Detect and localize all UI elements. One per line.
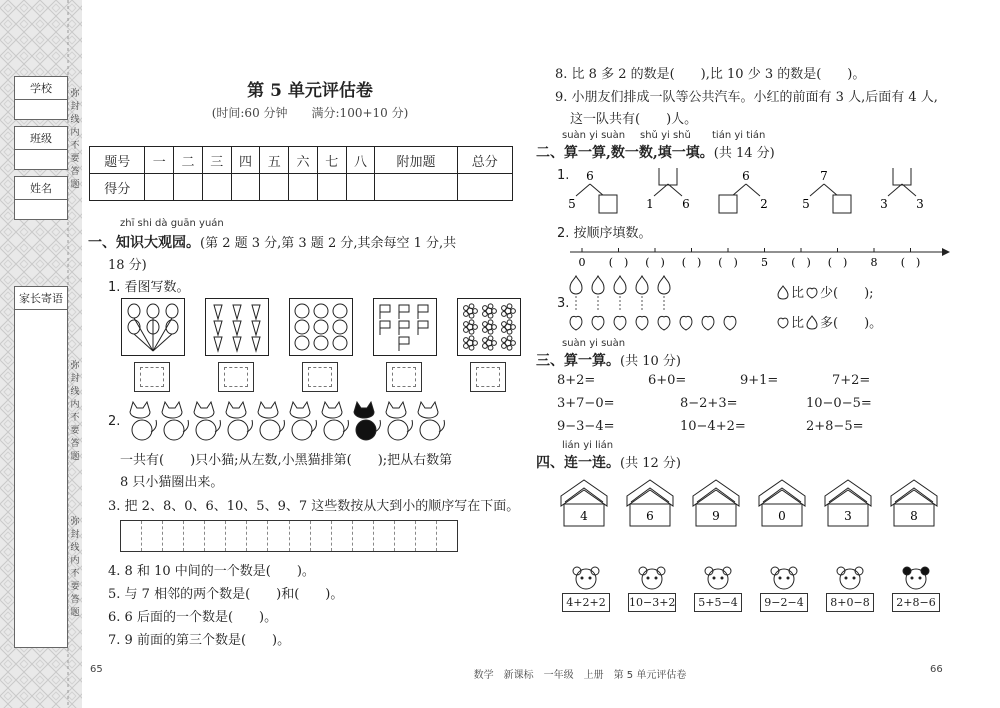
grid-cell: [268, 521, 289, 551]
grid-cell: [374, 521, 395, 551]
bond-answer-box[interactable]: [893, 168, 911, 185]
q9-line2: 这一队共有( )人。: [570, 112, 698, 127]
house-number: 8: [910, 509, 918, 523]
calculation-item[interactable]: 10−4+2=: [680, 419, 746, 434]
pear-icon: [614, 276, 626, 294]
calculation-item[interactable]: 8+2=: [557, 373, 596, 388]
score-input-cell[interactable]: [457, 174, 512, 201]
peach-icon: [592, 316, 604, 330]
expression-card[interactable]: 2+8−6: [892, 593, 940, 612]
score-table-score-row: [90, 174, 513, 201]
section4-score: (共 12 分): [620, 456, 681, 471]
number-line-label[interactable]: ( ): [827, 256, 848, 269]
bond-number: 5: [568, 197, 576, 211]
grid-cell: [353, 521, 374, 551]
bond-answer-box[interactable]: [719, 195, 737, 213]
number-line-label[interactable]: ( ): [900, 256, 921, 269]
grid-cell: [437, 521, 457, 551]
pear-icon: [636, 276, 648, 294]
class-field[interactable]: [14, 126, 68, 170]
q1-answer-box[interactable]: [470, 362, 506, 392]
number-line-label: 8: [870, 256, 878, 269]
seal-text-middle: 弥封线内不要答题: [70, 361, 80, 462]
bond-number: 7: [820, 169, 828, 183]
section2-pinyin-3: tián yi tián: [712, 130, 766, 141]
page-title: 第 5 单元评估卷: [247, 81, 373, 101]
number-bond: [802, 169, 851, 213]
q1-answer-box[interactable]: [302, 362, 338, 392]
monkey-icon: [830, 564, 870, 592]
q2-line1: 一共有( )只小猫;从左数,小黑猫排第( );把从右数第: [120, 453, 453, 468]
page-number-right: 66: [930, 664, 943, 675]
answer-box-guide: [392, 367, 416, 387]
score-row-label: 得分: [90, 174, 145, 201]
grid-cell: [121, 521, 142, 551]
house-icon[interactable]: [687, 476, 745, 530]
compare2-word: 比: [791, 316, 805, 331]
grid-cell: [163, 521, 184, 551]
number-bond: [880, 168, 924, 211]
school-field[interactable]: [14, 76, 68, 120]
footer-center: 数学 新课标 一年级 上册 第 5 单元评估卷: [473, 670, 687, 681]
grid-cell: [184, 521, 205, 551]
score-input-cell[interactable]: [375, 174, 457, 201]
score-cell: 三: [202, 147, 231, 174]
parent-comment-field[interactable]: [14, 286, 68, 648]
cat-icon: [418, 402, 444, 440]
cat-icon: [322, 402, 348, 440]
section3-score: (共 10 分): [620, 354, 681, 369]
number-bond: [568, 169, 617, 213]
name-label: 姓名: [15, 177, 67, 200]
cat-icon: [258, 402, 284, 440]
section1-heading: 一、知识大观园。: [88, 235, 200, 251]
score-input-cell[interactable]: [174, 174, 203, 201]
calculation-item[interactable]: 3+7−0=: [557, 396, 615, 411]
score-input-cell[interactable]: [231, 174, 260, 201]
peach-icon: [658, 316, 670, 330]
score-input-cell[interactable]: [202, 174, 231, 201]
s2-q2-text: 2. 按顺序填数。: [557, 226, 652, 241]
bond-answer-box[interactable]: [599, 195, 617, 213]
peach-icon: [614, 316, 626, 330]
house-number: 4: [580, 509, 588, 523]
expression-card[interactable]: 9−2−4: [760, 593, 808, 612]
number-bond-trees: [560, 168, 940, 218]
number-line-label[interactable]: ( ): [681, 256, 702, 269]
class-label: 班级: [15, 127, 67, 150]
house-number: 3: [844, 509, 852, 523]
expression-card[interactable]: 10−3+2: [628, 593, 676, 612]
calculation-item[interactable]: 10−0−5=: [806, 396, 872, 411]
score-cell: 五: [260, 147, 289, 174]
peach-icon: [570, 316, 582, 330]
compare1-tail: 少( );: [820, 286, 874, 301]
score-cell: 八: [346, 147, 375, 174]
pear-icon: [658, 276, 670, 294]
score-cell: 六: [289, 147, 318, 174]
bond-number: 6: [742, 169, 750, 183]
q1-answer-box[interactable]: [386, 362, 422, 392]
section1-pinyin: zhī shi dà guān yuán: [120, 218, 224, 229]
number-line-label: 0: [578, 256, 586, 269]
score-input-cell[interactable]: [289, 174, 318, 201]
expression-card[interactable]: 4+2+2: [562, 593, 610, 612]
q1-answer-box[interactable]: [134, 362, 170, 392]
number-line-label[interactable]: ( ): [718, 256, 738, 269]
number-line: [560, 248, 950, 270]
dog-icon: [566, 564, 606, 592]
house-icon[interactable]: [621, 476, 679, 530]
number-line-label: 5: [761, 256, 768, 269]
flags-icon: [373, 298, 437, 356]
section2-heading: 二、算一算,数一数,填一填。: [536, 145, 714, 161]
grid-cell: [332, 521, 353, 551]
q7-text: 7. 9 前面的第三个数是( )。: [108, 633, 291, 648]
pear-icon: [592, 276, 604, 294]
black-cat-icon: [354, 402, 380, 440]
score-cell: 总分: [457, 147, 512, 174]
calculation-item[interactable]: 9+1=: [740, 373, 779, 388]
school-label: 学校: [15, 77, 67, 100]
answer-box-guide: [140, 367, 164, 387]
cat-icon: [290, 402, 316, 440]
section1-note2: 18 分): [108, 258, 147, 273]
q9-line1: 9. 小朋友们排成一队等公共汽车。小红的前面有 3 人,后面有 4 人,: [555, 90, 938, 105]
peach-icon: [775, 314, 791, 330]
score-input-cell[interactable]: [346, 174, 375, 201]
s2-q3-number: 3.: [557, 296, 570, 311]
bond-number: 3: [880, 197, 888, 211]
seal-text-bottom: 弥封线内不要答题: [70, 517, 80, 618]
score-table-header-row: [90, 147, 513, 174]
panda-icon: [896, 564, 936, 592]
bond-number: 5: [802, 197, 810, 211]
calculation-item[interactable]: 7+2=: [832, 373, 871, 388]
score-input-cell[interactable]: [317, 174, 346, 201]
cat-icon: [386, 402, 412, 440]
bond-number: 6: [586, 169, 594, 183]
q3-answer-grid[interactable]: [120, 520, 458, 552]
house-number: 6: [646, 509, 654, 523]
fruit-rows: [566, 272, 766, 332]
bird-icon: [698, 564, 738, 592]
balloons-icon: [121, 298, 185, 356]
bond-number: 2: [760, 197, 768, 211]
bond-number: 3: [916, 197, 924, 211]
bond-answer-box[interactable]: [833, 195, 851, 213]
grid-cell: [205, 521, 226, 551]
score-input-cell[interactable]: [145, 174, 174, 201]
bond-number: 6: [682, 197, 690, 211]
answer-box-guide: [224, 367, 248, 387]
q2-number: 2.: [108, 414, 121, 429]
score-cell: 二: [174, 147, 203, 174]
house-icon[interactable]: [753, 476, 811, 530]
peach-icon: [724, 316, 736, 330]
section1-note: (第 2 题 3 分,第 3 题 2 分,其余每空 1 分,共: [200, 236, 457, 251]
answer-box-guide: [308, 367, 332, 387]
section2-pinyin-1: suàn yi suàn: [562, 130, 626, 141]
grid-cell: [226, 521, 247, 551]
cat-icon: [194, 402, 220, 440]
q1-label: 1. 看图写数。: [108, 280, 190, 295]
bond-number: 1: [646, 197, 654, 211]
section3-heading: 三、算一算。: [536, 353, 620, 369]
cat-icon: [764, 564, 804, 592]
cat-icon: [130, 402, 156, 440]
q3-text: 3. 把 2、8、0、6、10、5、9、7 这些数按从大到小的顺序写在下面。: [108, 499, 520, 514]
bond-answer-box[interactable]: [659, 168, 677, 185]
section3-pinyin: suàn yi suàn: [562, 338, 626, 349]
peach-icon: [804, 284, 820, 300]
cat-icon: [226, 402, 252, 440]
seal-text-top: 弥封线内不要答题: [70, 89, 80, 190]
score-cell: 题号: [90, 147, 145, 174]
calculation-item[interactable]: 9−3−4=: [557, 419, 615, 434]
calculation-item[interactable]: 8−2+3=: [680, 396, 738, 411]
score-cell: 四: [231, 147, 260, 174]
q1-answer-box[interactable]: [218, 362, 254, 392]
section2-score: (共 14 分): [713, 146, 775, 161]
name-field[interactable]: [14, 176, 68, 220]
score-table: [89, 146, 513, 201]
page-subtitle: (时间:60 分钟 满分:100+10 分): [211, 106, 409, 120]
score-cell: 附加题: [375, 147, 457, 174]
calculation-item[interactable]: 2+8−5=: [806, 419, 864, 434]
apples-icon: [289, 298, 353, 356]
house-number: 0: [778, 509, 786, 523]
peach-icon: [702, 316, 714, 330]
section4-pinyin: lián yi lián: [562, 440, 614, 451]
calculation-item[interactable]: 6+0=: [648, 373, 687, 388]
grid-cell: [247, 521, 268, 551]
answer-box-guide: [476, 367, 500, 387]
arrow-icon: [942, 248, 950, 256]
grid-cell: [142, 521, 163, 551]
cat-icon: [162, 402, 188, 440]
q8-text: 8. 比 8 多 2 的数是( ),比 10 少 3 的数是( )。: [555, 67, 866, 82]
house-icon[interactable]: [885, 476, 943, 530]
page-number-left: 65: [90, 664, 103, 675]
house-number: 9: [712, 509, 720, 523]
q4-text: 4. 8 和 10 中间的一个数是( )。: [108, 564, 315, 579]
compare1-word: 比: [791, 286, 805, 301]
score-cell: 七: [317, 147, 346, 174]
peach-icon: [680, 316, 692, 330]
number-bond: [646, 168, 690, 211]
peach-icon: [636, 316, 648, 330]
chick-icon: [632, 564, 672, 592]
expression-card[interactable]: 5+5−4: [694, 593, 742, 612]
number-bond: [719, 169, 768, 213]
q2-cats: [122, 398, 452, 444]
section4-heading: 四、连一连。: [536, 455, 620, 471]
house-icon[interactable]: [555, 476, 613, 530]
grid-cell: [395, 521, 416, 551]
carrots-icon: [205, 298, 269, 356]
grid-cell: [290, 521, 311, 551]
grid-cell: [416, 521, 437, 551]
compare2-tail: 多( )。: [820, 316, 883, 331]
q2-line2: 8 只小猫圈出来。: [120, 475, 224, 490]
score-input-cell[interactable]: [260, 174, 289, 201]
expression-card[interactable]: 8+0−8: [826, 593, 874, 612]
parent-label: 家长寄语: [15, 287, 67, 310]
q6-text: 6. 6 后面的一个数是( )。: [108, 610, 278, 625]
pear-icon: [570, 276, 582, 294]
house-icon[interactable]: [819, 476, 877, 530]
score-cell: 一: [145, 147, 174, 174]
section2-pinyin-2: shǔ yi shǔ: [640, 130, 691, 141]
flowers-icon: [457, 298, 521, 356]
q5-text: 5. 与 7 相邻的两个数是( )和( )。: [108, 587, 344, 602]
number-line-label[interactable]: ( ): [791, 256, 811, 269]
pear-icon: [775, 284, 791, 300]
number-line-label[interactable]: ( ): [645, 256, 665, 269]
grid-cell: [311, 521, 332, 551]
pear-icon: [804, 314, 820, 330]
number-line-label[interactable]: ( ): [608, 256, 629, 269]
s2-q1-number: 1.: [557, 168, 570, 183]
